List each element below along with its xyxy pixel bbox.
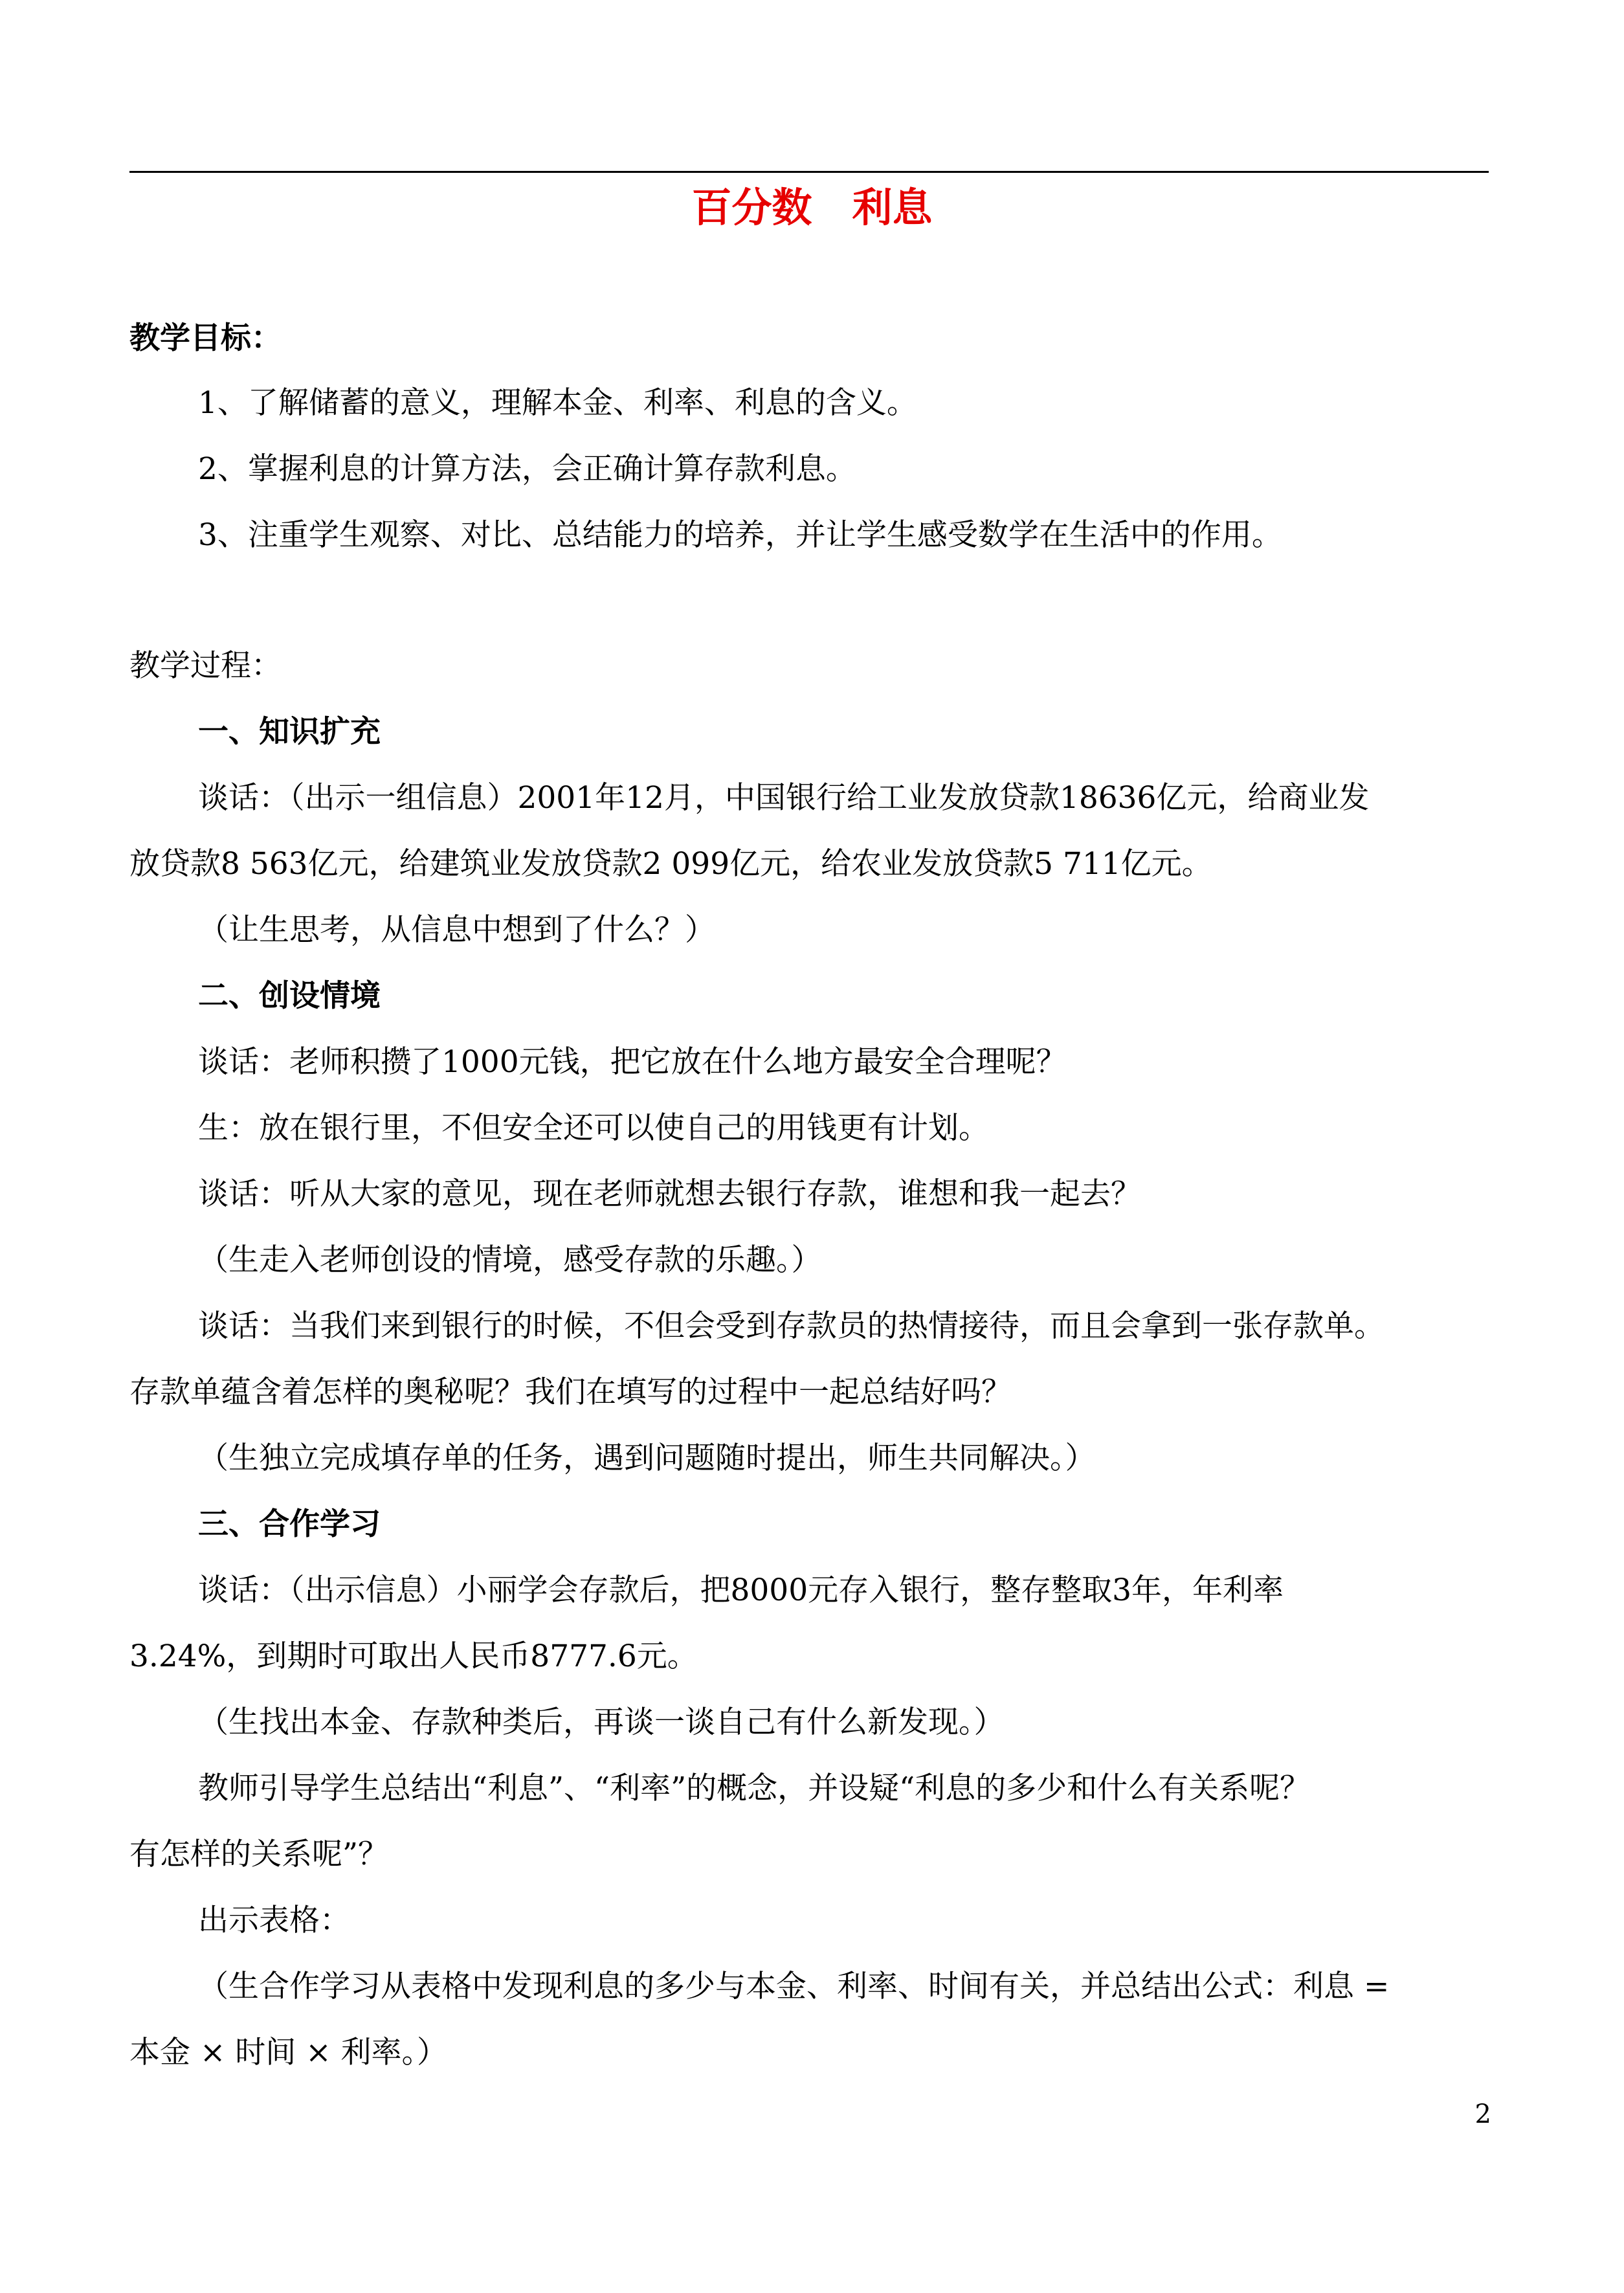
section-3-heading: 三、合作学习 — [198, 1506, 381, 1542]
objective-item-2: 2、掌握利息的计算方法，会正确计算存款利息。 — [198, 451, 856, 487]
section-3-paragraph-1-line-2: 3.24%，到期时可取出人民币8777.6元。 — [129, 1639, 698, 1674]
objective-item-1: 1、了解储蓄的意义，理解本金、利率、利息的含义。 — [198, 385, 917, 421]
section-2-paragraph-5-line-1: 谈话：当我们来到银行的时候，不但会受到存款员的热情接待，而且会拿到一张存款单。 — [198, 1308, 1385, 1344]
section-2-paragraph-4: （生走入老师创设的情境，感受存款的乐趣。） — [198, 1242, 822, 1278]
objective-item-3: 3、注重学生观察、对比、总结能力的培养，并让学生感受数学在生活中的作用。 — [198, 517, 1282, 553]
section-1-paragraph-1-line-2: 放贷款8 563亿元，给建筑业发放贷款2 099亿元，给农业发放贷款5 711亿元。 — [129, 846, 1212, 882]
objectives-heading: 教学目标： — [129, 320, 282, 356]
header-rule — [129, 171, 1489, 173]
section-1-paragraph-2: （让生思考，从信息中想到了什么？） — [198, 912, 715, 948]
document-title: 百分数 利息 — [691, 184, 933, 231]
section-3-paragraph-1-line-1: 谈话：（出示信息）小丽学会存款后，把8000元存入银行，整存整取3年，年利率 — [198, 1572, 1284, 1608]
section-2-paragraph-5-line-2: 存款单蕴含着怎样的奥秘呢？我们在填写的过程中一起总结好吗？ — [129, 1374, 1012, 1410]
section-2-heading: 二、创设情境 — [198, 978, 381, 1014]
section-1-paragraph-1-line-1: 谈话：（出示一组信息）2001年12月，中国银行给工业发放贷款18636亿元，给商业发 — [198, 780, 1370, 816]
section-1-heading: 一、知识扩充 — [198, 714, 381, 750]
section-3-paragraph-3-line-2: 有怎样的关系呢”？ — [129, 1837, 389, 1872]
section-3-paragraph-3-line-1: 教师引导学生总结出“利息”、“利率”的概念，并设疑“利息的多少和什么有关系呢？ — [198, 1771, 1311, 1806]
section-3-paragraph-4: 出示表格： — [198, 1903, 350, 1938]
page-number: 2 — [1474, 2099, 1491, 2129]
section-2-paragraph-3: 谈话：听从大家的意见，现在老师就想去银行存款，谁想和我一起去？ — [198, 1176, 1141, 1212]
section-3-paragraph-2: （生找出本金、存款种类后，再谈一谈自己有什么新发现。） — [198, 1705, 1005, 1740]
section-3-paragraph-5-line-1: （生合作学习从表格中发现利息的多少与本金、利率、时间有关，并总结出公式：利息 = — [198, 1969, 1390, 2004]
section-2-paragraph-6: （生独立完成填存单的任务，遇到问题随时提出，师生共同解决。） — [198, 1440, 1096, 1476]
section-2-paragraph-1: 谈话：老师积攒了1000元钱，把它放在什么地方最安全合理呢？ — [198, 1044, 1067, 1080]
process-heading: 教学过程： — [129, 648, 282, 684]
section-2-paragraph-2: 生：放在银行里，不但安全还可以使自己的用钱更有计划。 — [198, 1110, 989, 1146]
section-3-paragraph-5-line-2: 本金 × 时间 × 利率。） — [129, 2035, 448, 2070]
